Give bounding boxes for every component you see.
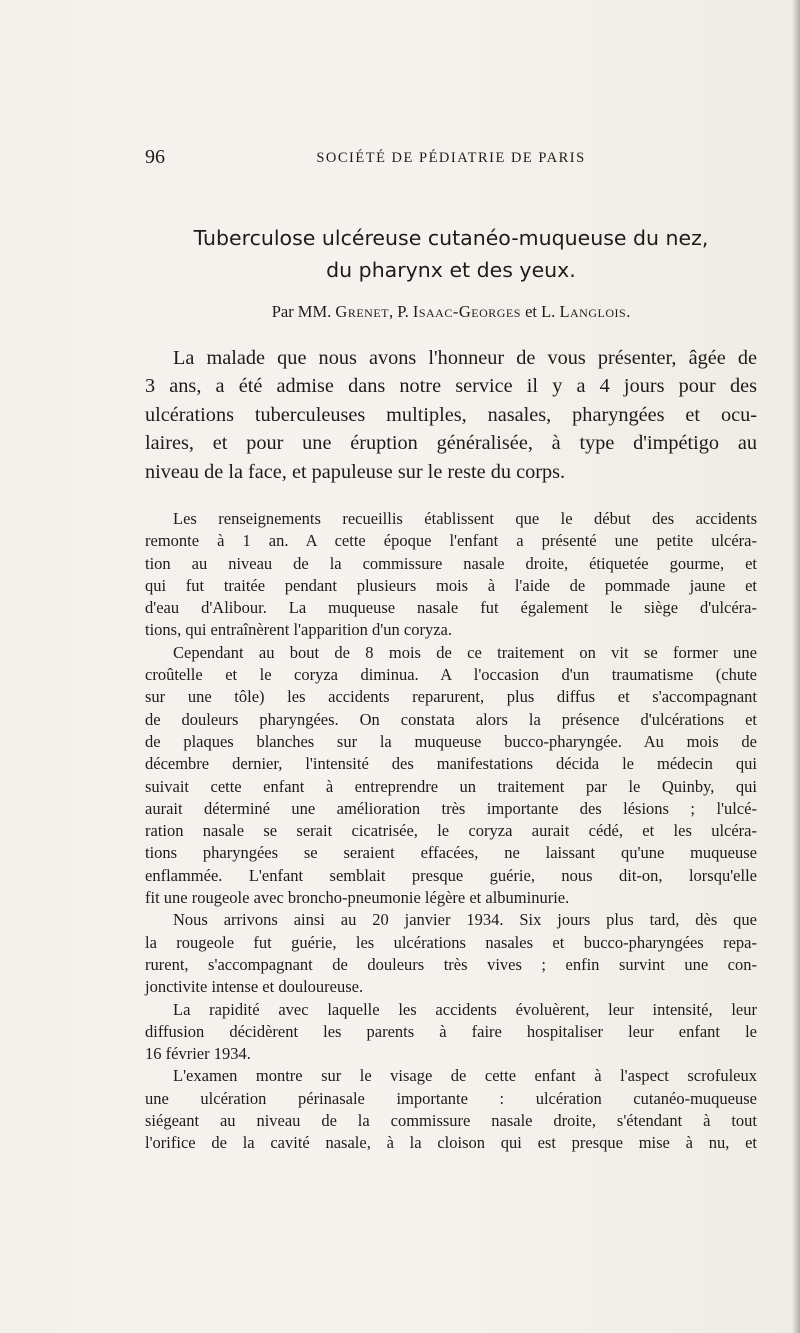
text-line: La rapidité avec laquelle les accidents évoluèrent, leur intensité, leur	[173, 999, 757, 1019]
text-line: ulcérations tuberculeuses multiples, nasales, pharyngées et ocu-	[145, 403, 757, 426]
text-line: suivait cette enfant à entreprendre un traitement par le Quinby, qui	[145, 776, 757, 796]
text-line: diffusion décidèrent les parents à faire hospitaliser leur enfant le	[145, 1021, 757, 1041]
text-line: sur une tôle) les accidents reparurent, plus diffus et s'accompagnant	[145, 687, 757, 707]
text-line: rurent, s'accompagnant de douleurs très vives ; enfin survint une con-	[145, 954, 757, 974]
text-line: Cependant au bout de 8 mois de ce traitement on vit se former une	[173, 642, 757, 662]
article-authors	[145, 301, 757, 323]
text-line: tion au niveau de la commissure nasale droite, étiquetée gourme, et	[145, 553, 757, 573]
page-edge-shadow	[792, 0, 800, 1333]
text-line: enflammée. L'enfant semblait presque guérie, nous dit-on, lorsqu'elle	[145, 865, 757, 885]
paragraph	[145, 909, 757, 998]
title-line-1: Tuberculose ulcéreuse cutanéo-muqueuse du nez,	[193, 226, 709, 250]
text-line: Les renseignements recueillis établissent que le début des accidents	[173, 509, 757, 528]
text-line: de plaques blanches sur la muqueuse bucco-pharyngée. Au mois de	[145, 731, 757, 751]
text-line: ration nasale se serait cicatrisée, le coryza aurait cédé, et les ulcéra-	[145, 821, 757, 841]
text-line: croûtelle et le coryza diminua. A l'occasion d'un traumatisme (chute	[145, 665, 757, 685]
text-line: siégeant au niveau de la commissure nasale droite, s'étendant à tout	[145, 1111, 757, 1131]
case-report-body	[145, 508, 757, 1155]
text-line: la rougeole fut guérie, les ulcérations nasales et bucco-pharyngées repa-	[145, 932, 757, 952]
page-header	[145, 146, 757, 176]
author-name: Isaac-Georges	[412, 302, 521, 321]
text-line: 16 février 1934.	[145, 1044, 251, 1064]
paragraph	[145, 508, 757, 642]
paragraph	[145, 999, 757, 1066]
text-line: l'orifice de la cavité nasale, à la cloison qui est presque mise à nu, et	[145, 1133, 757, 1153]
intro-paragraph	[145, 344, 757, 486]
text-line: Nous arrivons ainsi au 20 janvier 1934. Six jours plus tard, dès que	[173, 910, 757, 930]
text-line: aurait déterminé une amélioration très importante des lésions ; l'ulcé-	[145, 798, 757, 818]
paragraph	[145, 1065, 757, 1154]
author-name: Grenet	[335, 302, 389, 321]
text-line: qui fut traitée pendant plusieurs mois à l'aide de pommade jaune et	[145, 575, 757, 595]
authors-suffix: .	[626, 302, 631, 321]
authors-separator: , P.	[388, 302, 413, 321]
running-head: SOCIÉTÉ DE PÉDIATRIE DE PARIS	[316, 150, 586, 166]
text-line: L'examen montre sur le visage de cette enfant à l'aspect scrofuleux	[173, 1066, 757, 1086]
text-line: tions pharyngées se seraient effacées, ne laissant qu'une muqueuse	[145, 843, 757, 863]
text-line: La malade que nous avons l'honneur de vous présenter, âgée de	[173, 347, 757, 369]
text-line: décembre dernier, l'intensité des manifestations décida le médecin qui	[145, 754, 757, 774]
text-line: d'eau d'Alibour. La muqueuse nasale fut également le siège d'ulcéra-	[145, 598, 757, 618]
page-number: 96	[145, 146, 165, 168]
text-line: laires, et pour une éruption généralisée, à type d'impétigo au	[145, 432, 757, 455]
text-line: fit une rougeole avec broncho-pneumonie légère et albuminurie.	[145, 888, 570, 908]
article-title	[145, 222, 757, 286]
text-line: 3 ans, a été admise dans notre service il y a 4 jours pour des	[145, 375, 757, 398]
paragraph	[145, 642, 757, 910]
text-line: de douleurs pharyngées. On constata alors la présence d'ulcérations et	[145, 709, 757, 729]
text-line: une ulcération périnasale importante : ulcération cutanéo-muqueuse	[145, 1088, 757, 1108]
authors-separator: et L.	[520, 302, 560, 321]
text-line: jonctivite intense et douloureuse.	[145, 977, 364, 997]
text-line: remonte à 1 an. A cette époque l'enfant a présenté une petite ulcéra-	[145, 531, 757, 551]
text-line: niveau de la face, et papuleuse sur le reste du corps.	[145, 460, 566, 483]
title-line-2: du pharynx et des yeux.	[326, 258, 576, 282]
author-name: Langlois	[559, 302, 627, 321]
authors-prefix: Par MM.	[271, 302, 336, 321]
text-line: tions, qui entraînèrent l'apparition d'un coryza.	[145, 620, 452, 640]
